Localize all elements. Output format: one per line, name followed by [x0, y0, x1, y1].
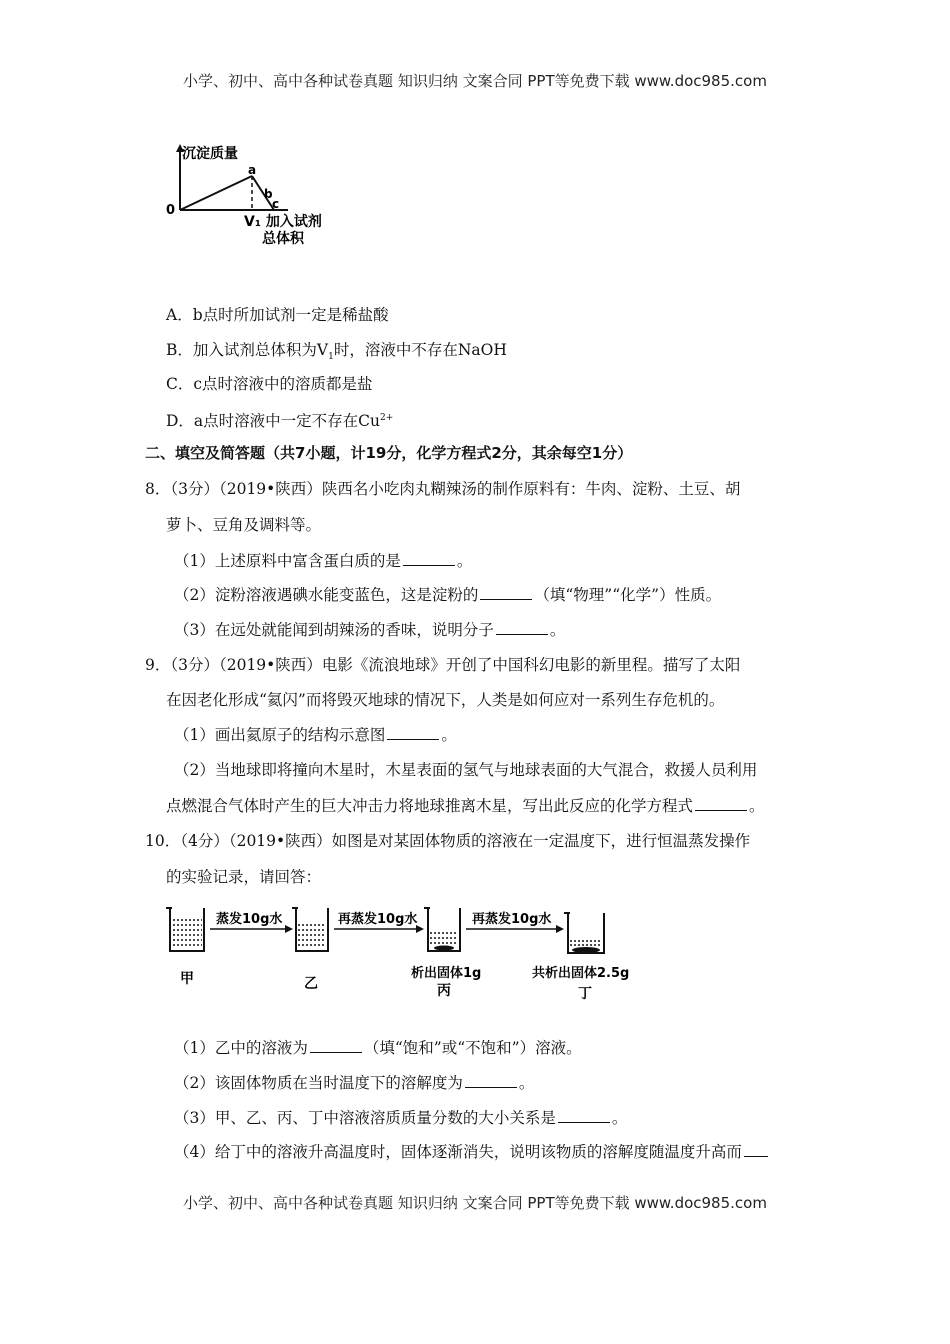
q9-stem-2: 在因老化形成“氦闪”而将毁灭地球的情况下，人类是如何应对一系列生存危机的。	[166, 691, 725, 709]
beaker-ding-note: 共析出固体2.5g	[532, 966, 630, 981]
beaker-jia-label: 甲	[180, 971, 194, 987]
q9-sub-1: （1）画出氦原子的结构示意图 。	[174, 726, 457, 744]
q9-sub-2-line-2: 点燃混合气体时产生的巨大冲击力将地球推离木星，写出此反应的化学方程式 。	[166, 797, 765, 815]
q10-sub-3: （3）甲、乙、丙、丁中溶液溶质质量分数的大小关系是 。	[174, 1109, 628, 1127]
graph-x-label-1: V₁ 加入试剂	[244, 214, 322, 230]
graph-point-b: b	[264, 187, 273, 201]
q8-stem-2: 萝卜、豆角及调料等。	[166, 516, 322, 534]
page-footer: 小学、初中、高中各种试卷真题 知识归纳 文案合同 PPT等免费下载 www.doc985.com	[183, 1194, 767, 1212]
answer-blank	[465, 1073, 517, 1088]
precipitate-graph	[160, 140, 360, 275]
q8-sub-3: （3）在远处就能闻到胡辣汤的香味，说明分子 。	[174, 621, 566, 639]
q7-option-c: C．c点时溶液中的溶质都是盐	[166, 375, 373, 393]
graph-point-c: c	[272, 197, 280, 211]
answer-blank	[744, 1142, 768, 1157]
evaporation-diagram	[160, 903, 650, 1003]
q10-sub-4: （4）给丁中的溶液升高温度时，固体逐渐消失，说明该物质的溶解度随温度升高而	[174, 1142, 770, 1162]
arrow-2-label: 再蒸发10g水	[338, 912, 418, 927]
beaker-ding	[564, 913, 604, 953]
graph-y-label: 沉淀质量	[182, 146, 238, 162]
answer-blank	[480, 585, 532, 600]
section-2-title: 二、填空及简答题（共7小题，计19分，化学方程式2分，其余每空1分）	[145, 444, 633, 462]
beaker-yi	[292, 908, 328, 951]
q9-sub-2-line-1: （2）当地球即将撞向木星时，木星表面的氢气与地球表面的大气混合，救援人员利用	[174, 761, 758, 779]
q8-stem-1: 8．（3分）（2019•陕西）陕西名小吃肉丸糊辣汤的制作原料有：牛肉、淀粉、土豆、胡	[145, 480, 741, 498]
graph-x-label-2: 总体积	[262, 231, 304, 247]
arrow-1-label: 蒸发10g水	[216, 912, 283, 927]
q10-sub-1: （1）乙中的溶液为 （填“饱和”或“不饱和”）溶液。	[174, 1039, 582, 1057]
q10-sub-2: （2）该固体物质在当时温度下的溶解度为 。	[174, 1074, 535, 1092]
arrow-3-label: 再蒸发10g水	[472, 912, 552, 927]
q7-option-d: D．a点时溶液中一定不存在$Cu^{2+}$	[166, 412, 394, 431]
q9-stem-1: 9．（3分）（2019•陕西）电影《流浪地球》开创了中国科幻电影的新里程。描写了太阳	[145, 656, 741, 674]
graph-point-a: a	[248, 163, 257, 177]
answer-blank	[403, 551, 455, 566]
answer-blank	[695, 796, 747, 811]
beaker-ding-label: 丁	[578, 986, 592, 1002]
q10-stem-2: 的实验记录，请回答：	[166, 868, 322, 886]
q7-option-b: B．加入试剂总体积为$V_1$时，溶液中不存在NaOH	[166, 341, 507, 363]
beaker-bing-note: 析出固体1g	[411, 966, 482, 981]
beaker-bing-label: 丙	[437, 983, 451, 999]
answer-blank	[558, 1108, 610, 1123]
answer-blank	[496, 620, 548, 635]
q7-option-a: A．b点时所加试剂一定是稀盐酸	[166, 306, 389, 324]
q10-stem-1: 10．（4分）（2019•陕西）如图是对某固体物质的溶液在一定温度下，进行恒温蒸发操作	[145, 832, 751, 850]
beaker-yi-label: 乙	[304, 976, 318, 992]
beaker-jia	[166, 908, 204, 951]
beaker-bing	[424, 908, 460, 951]
q8-sub-1: （1）上述原料中富含蛋白质的是 。	[174, 552, 473, 570]
q8-sub-2: （2）淀粉溶液遇碘水能变蓝色，这是淀粉的 （填“物理”“化学”）性质。	[174, 586, 722, 604]
answer-blank	[310, 1038, 362, 1053]
graph-origin: 0	[166, 203, 176, 218]
answer-blank	[387, 725, 439, 740]
page-header: 小学、初中、高中各种试卷真题 知识归纳 文案合同 PPT等免费下载 www.doc985.com	[183, 72, 767, 90]
